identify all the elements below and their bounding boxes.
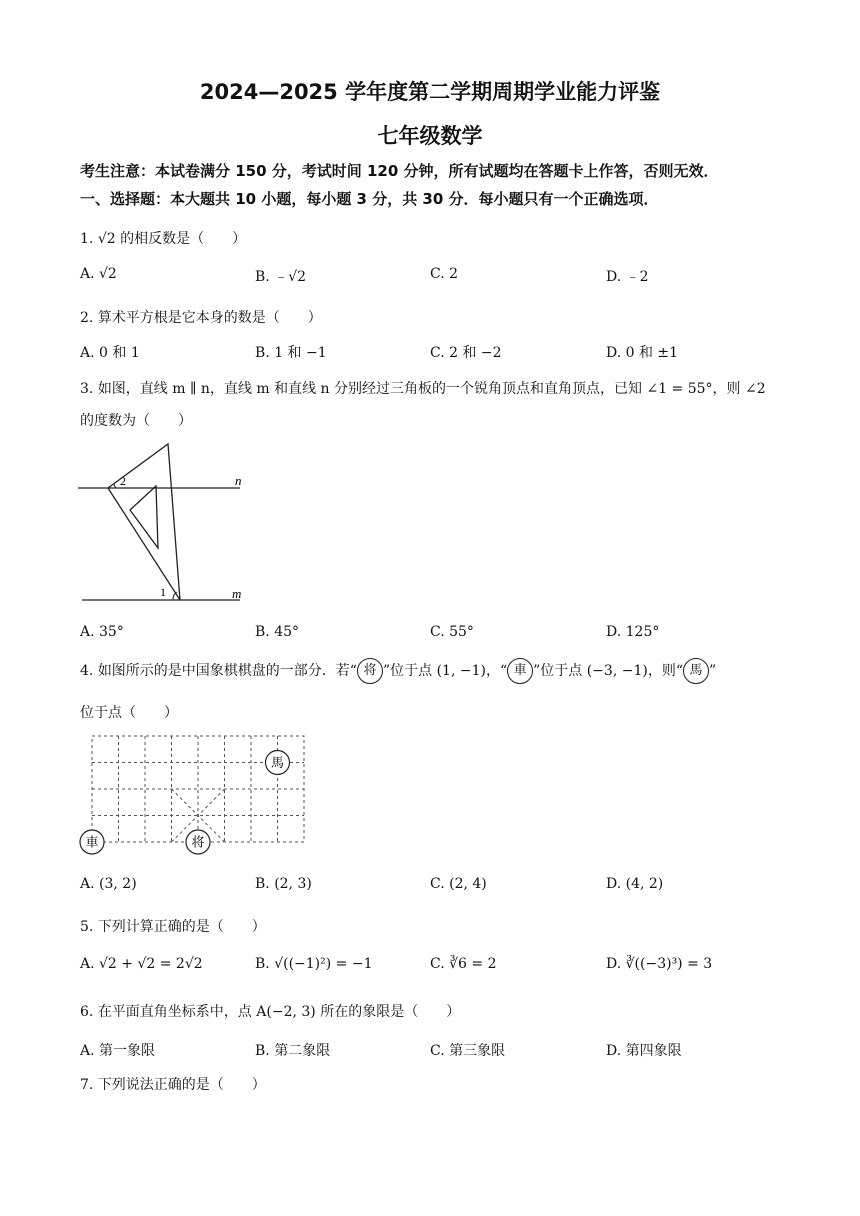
option-c[interactable]: C. 第三象限	[430, 1043, 506, 1059]
question-number: 6.	[80, 1004, 94, 1020]
option-b[interactable]: B. ﹣√2	[255, 269, 307, 285]
piece-ma-label: 馬	[270, 755, 285, 770]
chess-piece-ma	[266, 751, 290, 775]
section-heading: 一、选择题：本大题共 10 小题，每小题 3 分，共 30 分．每小题只有一个正确选项．	[80, 190, 659, 208]
question-stem-part: ”位于点 (−3, −1)，则“	[533, 663, 683, 679]
option-c[interactable]: C. (2, 4)	[430, 876, 487, 892]
question-number: 3.	[80, 381, 94, 397]
question-stem: 算术平方根是它本身的数是（ ）	[97, 310, 322, 326]
triangle-inner	[130, 486, 158, 548]
question-stem: 下列说法正确的是（ ）	[97, 1077, 266, 1093]
question-stem-continued: 的度数为（ ）	[80, 413, 192, 429]
option-c[interactable]: C. ∛6 = 2	[430, 956, 497, 972]
label-angle-1: 1	[160, 585, 166, 599]
option-c[interactable]: C. 2 和 −2	[430, 345, 502, 361]
question-number: 2.	[80, 310, 94, 326]
option-a[interactable]: A. 35°	[80, 624, 124, 640]
option-a[interactable]: A. 第一象限	[80, 1043, 156, 1059]
option-c[interactable]: C. 55°	[430, 624, 474, 640]
option-a[interactable]: A. √2	[80, 266, 117, 282]
label-angle-2: 2	[120, 474, 126, 488]
piece-jiang-icon: 将	[357, 658, 383, 684]
option-b[interactable]: B. 1 和 −1	[255, 345, 327, 361]
exam-notice: 考生注意：本试卷满分 150 分，考试时间 120 分钟，所有试题均在答题卡上作答，否则无效．	[80, 162, 719, 180]
piece-ju-icon: 車	[507, 658, 533, 684]
question-stem: 如图，直线 m ∥ n，直线 m 和直线 n 分别经过三角板的一个锐角顶点和直角顶点，已知 ∠1 = 55°，则 ∠2	[97, 381, 766, 397]
question-stem-part: 如图所示的是中国象棋棋盘的一部分．若“	[97, 663, 357, 679]
option-c[interactable]: C. 2	[430, 266, 459, 282]
question-6	[80, 1001, 460, 1021]
question-number: 4.	[80, 663, 94, 679]
piece-ma-icon: 馬	[683, 658, 709, 684]
option-a[interactable]: A. 0 和 1	[80, 345, 140, 361]
option-d[interactable]: D. (4, 2)	[606, 876, 664, 892]
question-stem: √2 的相反数是（ ）	[97, 231, 247, 247]
exam-subtitle: 七年级数学	[377, 124, 483, 148]
chess-piece-jiang	[186, 830, 210, 854]
exam-title: 2024—2025 学年度第二学期周期学业能力评鉴	[199, 80, 661, 104]
question-number: 7.	[80, 1077, 94, 1093]
option-d[interactable]: D. ∛((−3)³) = 3	[606, 956, 713, 972]
piece-ju-label: 車	[85, 834, 99, 850]
chess-board-figure	[76, 728, 316, 860]
triangle-ruler-figure	[70, 440, 260, 610]
label-m: m	[232, 586, 242, 601]
option-b[interactable]: B. 第二象限	[255, 1043, 331, 1059]
option-a[interactable]: A. √2 + √2 = 2√2	[80, 956, 203, 972]
question-number: 5.	[80, 919, 94, 935]
piece-jiang-label: 将	[191, 834, 205, 850]
question-stem: 在平面直角坐标系中，点 A(−2, 3) 所在的象限是（ ）	[97, 1004, 461, 1020]
option-b[interactable]: B. √((−1)²) = −1	[255, 956, 373, 972]
option-d[interactable]: D. 0 和 ±1	[606, 345, 679, 361]
question-stem: 下列计算正确的是（ ）	[97, 919, 266, 935]
option-b[interactable]: B. (2, 3)	[255, 876, 312, 892]
option-d[interactable]: D. ﹣2	[606, 269, 649, 285]
option-b[interactable]: B. 45°	[255, 624, 300, 640]
question-stem-part: ”位于点 (1, −1)，“	[382, 663, 508, 679]
question-3	[80, 378, 766, 398]
question-7	[80, 1074, 266, 1094]
question-5	[80, 916, 266, 936]
question-1	[80, 228, 246, 248]
question-2	[80, 307, 322, 327]
triangle-outer	[108, 444, 180, 600]
question-4	[80, 658, 716, 684]
option-d[interactable]: D. 125°	[606, 624, 660, 640]
option-d[interactable]: D. 第四象限	[606, 1043, 682, 1059]
chess-piece-ju	[80, 830, 104, 854]
question-stem-part: ”	[708, 663, 717, 679]
label-n: n	[235, 473, 242, 488]
option-a[interactable]: A. (3, 2)	[80, 876, 137, 892]
angle-2-arc	[114, 483, 116, 488]
question-stem-continued: 位于点（ ）	[80, 705, 178, 721]
question-number: 1.	[80, 231, 94, 247]
